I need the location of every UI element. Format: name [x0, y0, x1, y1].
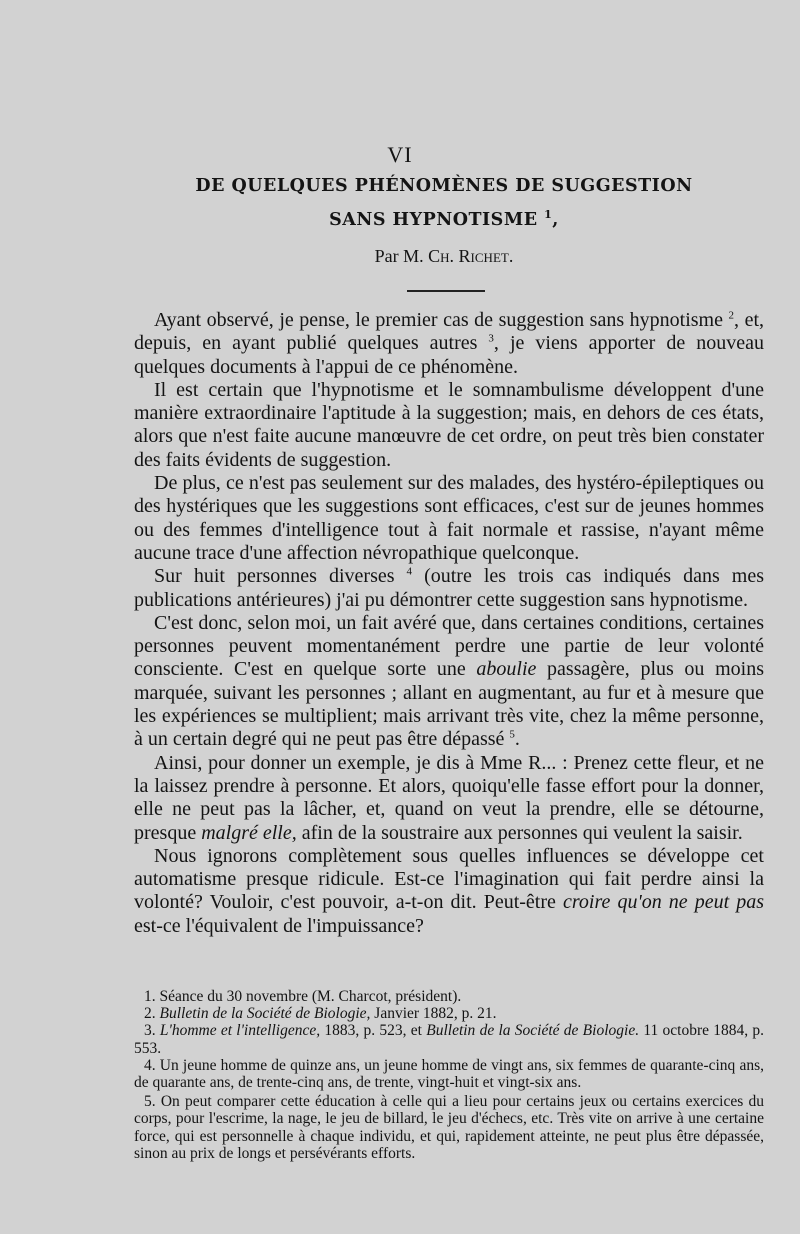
text-run: (outre les trois cas indiqués dans mes publications antérieures) j'ai pu démontrer cette suggestion sans hypnotisme. [134, 565, 764, 611]
paragraph [134, 565, 764, 612]
footnote-2 [134, 1005, 764, 1022]
author-prefix: Par M. [374, 246, 424, 266]
text-run: est-ce l'équivalent de l'impuissance? [134, 914, 424, 937]
text-run: , et, depuis, en ayant publié quelques autres [134, 309, 765, 355]
author-line [0, 246, 800, 267]
paragraph [134, 309, 764, 379]
footnote-marker: 5 [509, 728, 515, 741]
footnote-marker: 4 [406, 565, 413, 578]
title-text: SANS HYPNOTISME [329, 210, 538, 230]
text-run: afin de la soustraire aux personnes qui veulent la saisir. [296, 821, 743, 844]
paragraph [134, 845, 764, 938]
footnote-marker: 3 [488, 332, 494, 345]
paragraph [134, 612, 764, 752]
italic-term: malgré elle, [201, 821, 297, 844]
article-title-line1: DE QUELQUES PHÉNOMÈNES DE SUGGESTION [195, 176, 693, 196]
text-run: C'est donc, selon moi, un fait avéré que, dans certaines conditions, certaines personnes peuvent momentanément perdre une partie de leur volonté consciente. C'est en quelque sorte une [134, 611, 764, 681]
footnote-marker: 1 [544, 208, 553, 222]
footnote-1: 1. Séance du 30 novembre (M. Charcot, président). [144, 988, 462, 1005]
footnote-4: 4. Un jeune homme de quinze ans, un jeune homme de vingt ans, six femmes de quarante-cinq ans, de quarante ans, de trente-cinq ans, de trente, vingt-huit et vingt-six ans. [134, 1056, 764, 1092]
text-run: 3. [144, 1022, 160, 1040]
footnote-3 [134, 1022, 764, 1056]
italic-title: Bulletin de la Société de Biologie, [159, 1005, 371, 1023]
footnote-5: 5. On peut comparer cette éducation à celle qui a lieu pour certains jeux ou certains exercices du corps, pour l'escrime, la nage, le jeu de billard, le jeu d'échecs, etc. Très vite on arrive à une certaine force, qui est personnelle à chaque individu, et qui, rapidement atteinte, ne peut plus être dépassée, sinon au prix de longs et persévérants efforts. [134, 1093, 764, 1162]
text-run: , je viens apporter de nouveau quelques documents à l'appui de ce phénomène. [134, 332, 764, 378]
text-run: Janvier 1882, p. 21. [370, 1005, 497, 1023]
title-divider [407, 290, 485, 292]
italic-term: aboulie [476, 658, 537, 681]
paragraph: De plus, ce n'est pas seulement sur des malades, des hystéro-épileptiques ou des hystériques que les suggestions sont efficaces, c'est sur de jeunes hommes ou des femmes d'intelligence tout à fait normale et rassise, n'ayant même aucune trace d'une affection névropathique quelconque. [134, 472, 764, 564]
article-title-line2 [0, 210, 800, 230]
chapter-number: VI [387, 142, 413, 167]
paragraph: Il est certain que l'hypnotisme et le somnambulisme développent d'une manière extraordinaire l'aptitude à la suggestion; mais, en dehors de ces états, alors que n'est faite aucune manœuvre de cet ordre, on peut très bien constater des faits évidents de suggestion. [134, 378, 764, 471]
text-run: 11 octobre 1884, p. 553. [134, 1022, 765, 1057]
text-run: . [514, 728, 520, 751]
italic-term: croire qu'on ne peut pas [562, 891, 765, 914]
title-comma: , [552, 210, 559, 230]
text-run: Sur huit personnes diverses [154, 565, 407, 588]
text-run: passagère, plus ou moins marquée, suivant les personnes ; allant en augmentant, au fur et à mesure que les expériences se multiplient; mais arrivant très vite, chez la même personne, à un certain degré qui ne peut pas être dépassé [134, 658, 764, 751]
footnote-marker: 2 [728, 309, 735, 322]
text-run: 1883, p. 523, et [320, 1022, 427, 1040]
body-text [134, 309, 764, 938]
italic-title: Bulletin de la Société de Biologie. [426, 1022, 640, 1040]
footnotes [134, 988, 764, 1162]
text-run: Ainsi, pour donner un exemple, je dis à Mme R... : Prenez cette fleur, et ne la laissez prendre à personne. Et alors, quoiqu'elle fasse effort pour la donner, elle ne peut pas la lâcher, et, quand on veut la prendre, elle se détourne, presque [134, 751, 764, 844]
text-run: 2. [144, 1005, 160, 1023]
text-run: Nous ignorons complètement sous quelles influences se développe cet automatisme presque ridicule. Est-ce l'imagination qui fait perdre ainsi la volonté? Vouloir, c'est pouvoir, a-t-on dit. Peut-être [134, 844, 764, 914]
text-run: Ayant observé, je pense, le premier cas de suggestion sans hypnotisme [154, 309, 729, 331]
italic-title: L'homme et l'intelligence, [159, 1022, 321, 1040]
paragraph [134, 752, 764, 845]
author-name: Ch. Richet. [428, 246, 514, 266]
